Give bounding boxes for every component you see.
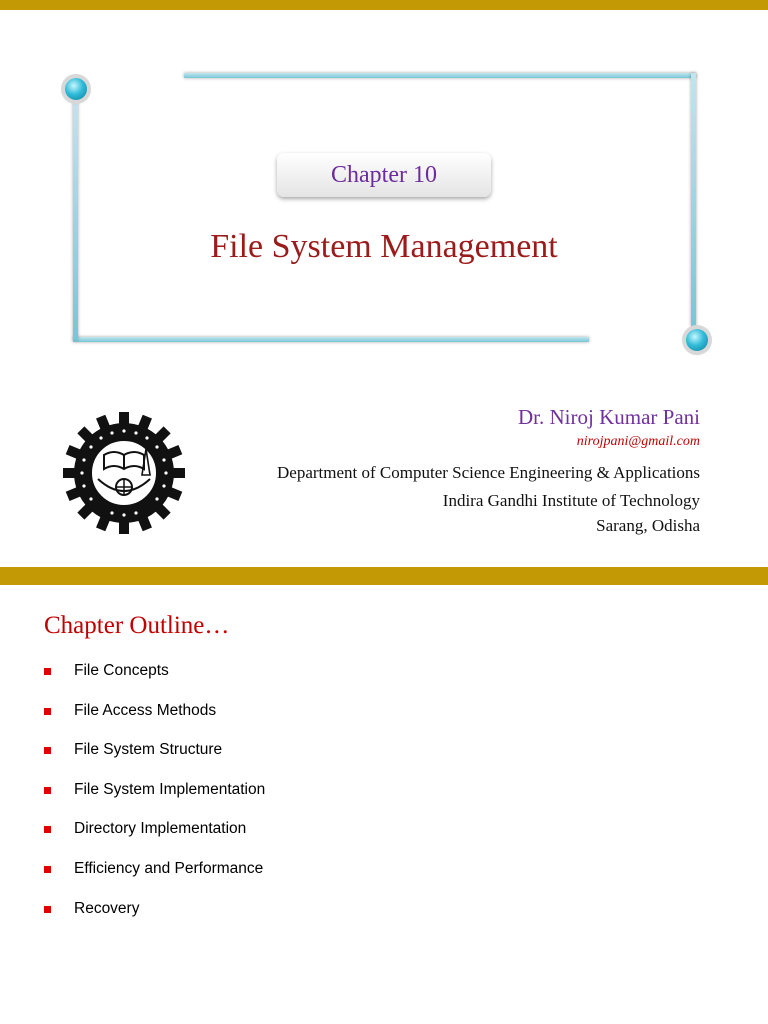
outline-item-label: File System Implementation <box>74 780 266 798</box>
author-name: Dr. Niroj Kumar Pani <box>518 405 700 429</box>
outline-item-label: File Access Methods <box>74 701 217 719</box>
list-item <box>44 860 265 900</box>
bullet-square-icon <box>44 787 51 794</box>
institute-location: Sarang, Odisha <box>596 516 700 535</box>
institute-emblem-icon <box>63 410 185 536</box>
frame-top-bar <box>184 73 696 78</box>
frame-left-bar <box>73 94 78 340</box>
bullet-square-icon <box>44 826 51 833</box>
frame-right-bar <box>691 73 696 327</box>
author-email[interactable]: nirojpani@gmail.com <box>576 434 700 449</box>
bullet-square-icon <box>44 708 51 715</box>
list-item <box>44 900 265 940</box>
outline-item-label: File Concepts <box>74 662 169 679</box>
outline-item-label: Recovery <box>74 899 140 917</box>
list-item <box>44 662 265 702</box>
outline-item-label: File System Structure <box>74 741 223 759</box>
bullet-square-icon <box>44 906 51 913</box>
frame-knob-top-left <box>65 78 87 100</box>
list-item <box>44 741 265 781</box>
department-name: Department of Computer Science Engineering & Applications <box>277 463 700 482</box>
bullet-square-icon <box>44 747 51 754</box>
top-gold-band <box>0 0 768 10</box>
frame-knob-bottom-right <box>686 329 708 351</box>
frame-bottom-bar <box>73 337 589 342</box>
institute-name: Indira Gandhi Institute of Technology <box>442 491 700 510</box>
bullet-square-icon <box>44 866 51 873</box>
list-item <box>44 820 265 860</box>
list-item <box>44 781 265 821</box>
list-item <box>44 702 265 742</box>
outline-heading: Chapter Outline… <box>44 612 230 639</box>
outline-item-label: Directory Implementation <box>74 820 247 838</box>
middle-gold-band <box>0 567 768 585</box>
slide-title: File System Management <box>210 228 558 265</box>
chapter-badge: Chapter 10 <box>277 153 491 197</box>
bullet-square-icon <box>44 668 51 675</box>
outline-list <box>44 662 265 939</box>
outline-item-label: Efficiency and Performance <box>74 859 264 877</box>
